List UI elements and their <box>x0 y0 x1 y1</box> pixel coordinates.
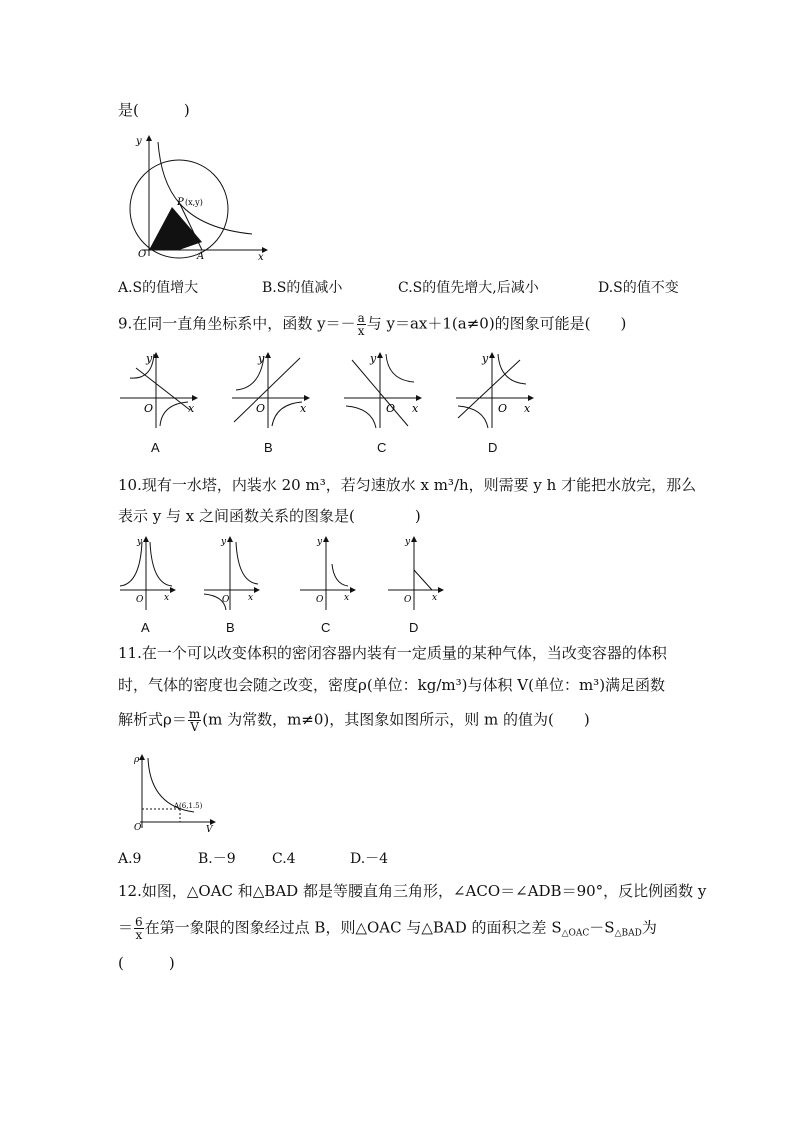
q8-option-a: A.S的值增大 <box>118 280 199 296</box>
q10c-y: y <box>317 537 323 547</box>
q9a-o: O <box>144 402 154 415</box>
q11-line3 <box>118 708 590 733</box>
q9c-o: O <box>386 402 396 415</box>
q8-a-label: A <box>197 251 205 260</box>
q8-option-d: D.S的值不变 <box>598 280 679 296</box>
q12-text-a: ＝ <box>118 918 134 937</box>
q12-sub2: △BAD <box>614 928 642 939</box>
q11-frac-num: m <box>188 707 201 721</box>
q8-figure <box>122 132 272 260</box>
q9d-y: y <box>482 352 489 365</box>
q11-line1: 11.在一个可以改变体积的密闭容器内装有一定质量的某种气体，当改变容器的体积 <box>118 644 667 662</box>
q10d-y: y <box>405 537 411 547</box>
q10-graph-d <box>386 534 448 616</box>
q10b-x: x <box>248 593 254 603</box>
q10d-o: O <box>404 595 412 605</box>
q11-option-c: C.4 <box>272 851 296 867</box>
q9-frac-den: x <box>357 324 365 338</box>
q12-line2 <box>118 916 657 944</box>
q10d-x: x <box>432 593 438 603</box>
q8-x-label: x <box>258 252 264 260</box>
q9-text-b: 与 y＝ax＋1(a≠0)的图象可能是( ) <box>366 314 627 333</box>
q12-line3: ( ) <box>118 954 175 972</box>
q10-label-c: C <box>321 620 331 635</box>
q11-text-a: 解析式ρ＝ <box>118 710 187 729</box>
q11-option-d: D.－4 <box>350 851 389 867</box>
q9-graph-c <box>342 350 424 430</box>
q9-stem <box>118 312 626 337</box>
q10b-y: y <box>221 537 227 547</box>
q11-point-label: A(6,1.5) <box>174 802 203 810</box>
q10-line2: 表示 y 与 x 之间函数关系的图象是( ) <box>118 507 421 525</box>
q8-o-label: O <box>138 249 147 260</box>
q9a-y: y <box>146 352 153 365</box>
q9-graph-a <box>118 350 200 430</box>
q9d-x: x <box>524 402 531 415</box>
q12-line1: 12.如图，△OAC 和△BAD 都是等腰直角三角形，∠ACO＝∠ADB＝90°，反比例函数 y <box>118 882 707 900</box>
q11-option-b: B.－9 <box>198 851 236 867</box>
q11-text-b: (m 为常数，m≠0)，其图象如图所示，则 m 的值为( ) <box>202 710 590 729</box>
q12-text-c: 为 <box>641 918 657 937</box>
q8-p-label: P <box>177 197 184 208</box>
q12-frac-den: x <box>135 928 143 942</box>
q10-graph-b <box>202 534 264 616</box>
q9-frac-num: a <box>357 311 365 325</box>
q9b-o: O <box>256 402 266 415</box>
q10c-o: O <box>316 595 324 605</box>
q12-text-b: 在第一象限的图象经过点 B，则△OAC 与△BAD 的面积之差 S <box>144 918 562 937</box>
q10-graph-a <box>118 534 180 616</box>
q8-stem-tail: 是( ) <box>118 101 190 119</box>
q8-p-coord: (x,y) <box>185 198 203 207</box>
q11-fraction <box>188 708 201 733</box>
q11-figure <box>132 752 218 834</box>
q10-line1: 10.现有一水塔，内装水 20 m³，若匀速放水 x m³/h，则需要 y h 才能把水放完，那么 <box>118 476 697 494</box>
q12-fraction <box>134 916 144 941</box>
q10a-x: x <box>164 593 170 603</box>
q11-v-label: V <box>206 825 213 834</box>
q10-label-d: D <box>409 620 419 635</box>
q12-dash: －S <box>589 918 615 937</box>
q12-frac-num: 6 <box>135 915 143 929</box>
q9-label-a: A <box>151 440 160 455</box>
q10-label-a: A <box>141 620 150 635</box>
q10a-y: y <box>137 537 143 547</box>
q9b-y: y <box>258 352 265 365</box>
q8-option-b: B.S的值减小 <box>262 280 343 296</box>
q12-sub1: △OAC <box>561 928 590 939</box>
q9c-y: y <box>370 352 377 365</box>
q10a-o: O <box>136 595 144 605</box>
q11-rho-label: ρ <box>134 755 140 765</box>
q10-graph-c <box>298 534 360 616</box>
q9-fraction <box>357 312 366 337</box>
q9a-x: x <box>188 402 195 415</box>
q9-graph-b <box>230 350 312 430</box>
q9-label-c: C <box>377 440 387 455</box>
q9-label-d: D <box>488 440 498 455</box>
q8-y-label: y <box>136 136 142 147</box>
q11-frac-den: V <box>190 720 199 734</box>
q10c-x: x <box>344 593 350 603</box>
q9d-o: O <box>498 402 508 415</box>
q11-option-a: A.9 <box>118 851 142 867</box>
q11-line2: 时，气体的密度也会随之改变，密度ρ(单位：kg/m³)与体积 V(单位：m³)满足函数 <box>118 676 666 694</box>
q9-text-a: 9.在同一直角坐标系中，函数 y＝－ <box>118 314 356 333</box>
q10b-o: O <box>222 595 230 605</box>
q11-o-label: O <box>134 823 142 833</box>
shaded-triangle <box>149 207 202 250</box>
q9-graph-d <box>454 350 536 430</box>
q8-option-c: C.S的值先增大,后减小 <box>398 280 539 296</box>
q10-label-b: B <box>226 620 235 635</box>
q9b-x: x <box>300 402 307 415</box>
q9-label-b: B <box>264 440 273 455</box>
q9c-x: x <box>412 402 419 415</box>
